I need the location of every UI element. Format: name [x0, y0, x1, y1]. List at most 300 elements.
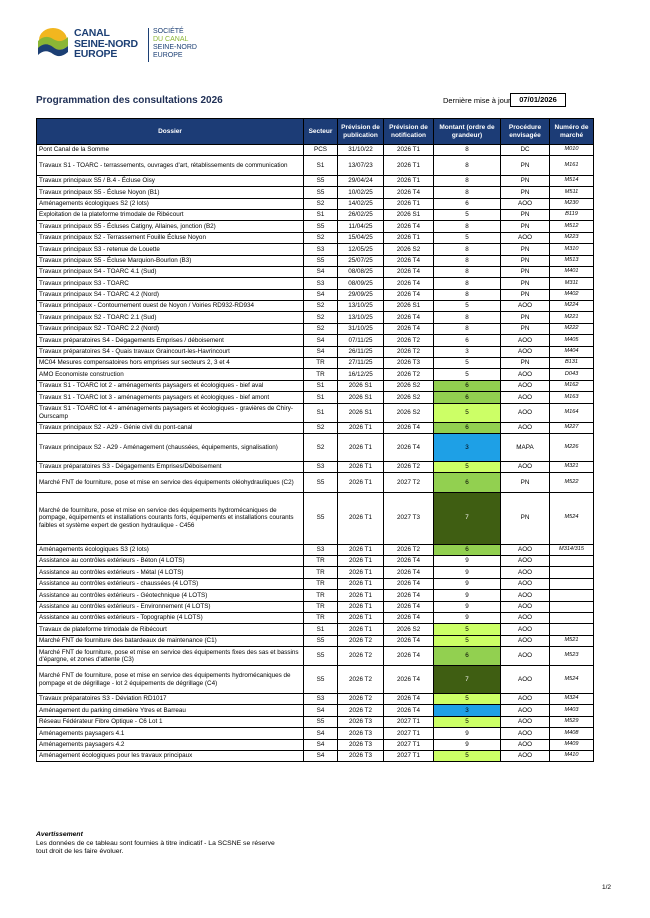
secteur-cell: S5 — [304, 175, 338, 186]
numero-cell: M405 — [550, 335, 594, 346]
secteur-cell: S1 — [304, 624, 338, 635]
secteur-cell: S5 — [304, 635, 338, 646]
numero-cell: M514 — [550, 175, 594, 186]
montant-cell: 5 — [434, 369, 501, 380]
company-logo — [36, 24, 266, 70]
numero-cell: M324 — [550, 694, 594, 705]
table-row — [37, 403, 594, 422]
secteur-cell: S1 — [304, 156, 338, 175]
notification-cell: 2026 T4 — [384, 555, 434, 566]
table-row — [37, 590, 594, 601]
table-row — [37, 255, 594, 266]
table-row — [37, 369, 594, 380]
table-row — [37, 266, 594, 277]
dossier-cell: Travaux principaux S5 - Écluses Catigny, Allaines, jonction (B2) — [37, 221, 304, 232]
dossier-cell: AMO Economiste construction — [37, 369, 304, 380]
montant-cell: 6 — [434, 392, 501, 403]
procedure-cell: PN — [501, 323, 550, 334]
table-row — [37, 244, 594, 255]
secteur-cell: S2 — [304, 312, 338, 323]
numero-cell: M164 — [550, 403, 594, 422]
secteur-cell: S2 — [304, 434, 338, 462]
table-row — [37, 647, 594, 666]
notification-cell: 2027 T1 — [384, 739, 434, 750]
numero-cell: M402 — [550, 289, 594, 300]
notification-cell: 2027 T3 — [384, 492, 434, 544]
notification-cell: 2026 T4 — [384, 578, 434, 589]
table-row — [37, 145, 594, 156]
publication-cell: 2026 T1 — [338, 590, 384, 601]
notification-cell: 2026 T2 — [384, 461, 434, 472]
notification-cell: 2026 T4 — [384, 278, 434, 289]
dossier-cell: Travaux S1 - TOARC lot 3 - aménagements paysagers et écologiques - bief amont — [37, 392, 304, 403]
publication-cell: 31/10/25 — [338, 323, 384, 334]
table-row — [37, 492, 594, 544]
table-row — [37, 358, 594, 369]
publication-cell: 08/09/25 — [338, 278, 384, 289]
numero-cell — [550, 590, 594, 601]
table-row — [37, 705, 594, 716]
notification-cell: 2026 T2 — [384, 335, 434, 346]
notification-cell: 2026 S2 — [384, 244, 434, 255]
table-row — [37, 567, 594, 578]
numero-cell: M401 — [550, 266, 594, 277]
secteur-cell: TR — [304, 612, 338, 623]
dossier-cell: Travaux principaux S4 - TOARC 4.1 (Sud) — [37, 266, 304, 277]
dossier-cell: Marché FNT de fourniture, pose et mise en service des équipements fixes des sas et bassins d'épargne, et zones d'attente (C3) — [37, 647, 304, 666]
table-row — [37, 175, 594, 186]
montant-cell: 9 — [434, 739, 501, 750]
procedure-cell: PN — [501, 289, 550, 300]
notification-cell: 2026 T4 — [384, 666, 434, 694]
publication-cell: 27/11/25 — [338, 358, 384, 369]
secteur-cell: S4 — [304, 289, 338, 300]
procedure-cell: AOO — [501, 601, 550, 612]
notification-cell: 2026 T3 — [384, 358, 434, 369]
numero-cell: M222 — [550, 323, 594, 334]
numero-cell: M521 — [550, 635, 594, 646]
table-row — [37, 612, 594, 623]
procedure-cell: AOO — [501, 392, 550, 403]
notification-cell: 2026 T1 — [384, 175, 434, 186]
procedure-cell: PN — [501, 266, 550, 277]
notification-cell: 2027 T2 — [384, 473, 434, 492]
table-row — [37, 694, 594, 705]
numero-cell: M162 — [550, 380, 594, 391]
dossier-cell: Travaux principaux S2 - A29 - Génie civil du pont-canal — [37, 422, 304, 433]
dossier-cell: Réseau Fédérateur Fibre Optique - C6 Lot 1 — [37, 716, 304, 727]
table-row — [37, 422, 594, 433]
montant-cell: 8 — [434, 156, 501, 175]
dossier-cell: Assistance au contrôles extérieurs - Topographie (4 LOTS) — [37, 612, 304, 623]
warning-line: Les données de ce tableau sont fournies à titre indicatif - La SCSNE se réserve — [36, 839, 275, 847]
notification-cell: 2026 T4 — [384, 635, 434, 646]
publication-cell: 2026 T1 — [338, 473, 384, 492]
table-row — [37, 728, 594, 739]
montant-cell: 9 — [434, 728, 501, 739]
procedure-cell: PN — [501, 221, 550, 232]
montant-cell: 5 — [434, 209, 501, 220]
logo-society-text: SOCIÉTÉ DU CANAL SEINE-NORD EUROPE — [153, 28, 197, 59]
table-row — [37, 346, 594, 357]
publication-cell: 2026 T3 — [338, 728, 384, 739]
notification-cell: 2026 T4 — [384, 705, 434, 716]
secteur-cell: S4 — [304, 751, 338, 762]
montant-cell: 5 — [434, 751, 501, 762]
notification-cell: 2026 T4 — [384, 590, 434, 601]
montant-cell: 9 — [434, 601, 501, 612]
secteur-cell: S3 — [304, 694, 338, 705]
notification-cell: 2026 T4 — [384, 567, 434, 578]
numero-cell: M314/315 — [550, 544, 594, 555]
warning-line: tout droit de les faire évoluer. — [36, 848, 124, 856]
procedure-cell: AOO — [501, 567, 550, 578]
table-row — [37, 289, 594, 300]
procedure-cell: AOO — [501, 544, 550, 555]
dossier-cell: Travaux préparatoires S4 - Quais travaux Graincourt-les-Havrincourt — [37, 346, 304, 357]
secteur-cell: TR — [304, 601, 338, 612]
dossier-cell: Travaux principaux S2 - Terrassement Fouille Écluse Noyon — [37, 232, 304, 243]
numero-cell: M529 — [550, 716, 594, 727]
procedure-cell: AOO — [501, 403, 550, 422]
montant-cell: 7 — [434, 666, 501, 694]
notification-cell: 2026 T4 — [384, 434, 434, 462]
notification-cell: 2026 S2 — [384, 624, 434, 635]
publication-cell: 31/10/22 — [338, 145, 384, 156]
dossier-cell: Aménagements écologiques S3 (2 lots) — [37, 544, 304, 555]
publication-cell: 2026 S1 — [338, 403, 384, 422]
dossier-cell: Travaux principaux - Contournement ouest de Noyon / Voiries RD932-RD934 — [37, 301, 304, 312]
secteur-cell: TR — [304, 555, 338, 566]
numero-cell: M513 — [550, 255, 594, 266]
montant-cell: 7 — [434, 492, 501, 544]
numero-cell: M230 — [550, 198, 594, 209]
secteur-cell: S4 — [304, 266, 338, 277]
dossier-cell: Travaux principaux S2 - TOARC 2.2 (Nord) — [37, 323, 304, 334]
publication-cell: 26/11/25 — [338, 346, 384, 357]
last-update-label: Dernière mise à jour — [443, 96, 511, 105]
notification-cell: 2026 T4 — [384, 601, 434, 612]
secteur-cell: S1 — [304, 392, 338, 403]
dossier-cell: Assistance au contrôles extérieurs - Environnement (4 LOTS) — [37, 601, 304, 612]
dossier-cell: Travaux principaux S5 - Écluse Marquion-Bourlon (B3) — [37, 255, 304, 266]
secteur-cell: S3 — [304, 461, 338, 472]
secteur-cell: S4 — [304, 335, 338, 346]
col-header-numero: Numéro de marché — [550, 119, 594, 145]
numero-cell: M227 — [550, 422, 594, 433]
procedure-cell: AOO — [501, 590, 550, 601]
secteur-cell: S2 — [304, 232, 338, 243]
montant-cell: 8 — [434, 278, 501, 289]
publication-cell: 2026 T3 — [338, 716, 384, 727]
dossier-cell: Marché de fourniture, pose et mise en service des équipements hydromécaniques de pompage, équipements et installations courants forts, équipements et installations courants faibles et système expert de gestion hydraulique - C456 — [37, 492, 304, 544]
dossier-cell: Travaux principaux S3 - retenue de Louette — [37, 244, 304, 255]
notification-cell: 2026 S2 — [384, 392, 434, 403]
warning-note — [36, 831, 275, 857]
secteur-cell: TR — [304, 567, 338, 578]
notification-cell: 2026 T1 — [384, 156, 434, 175]
secteur-cell: S1 — [304, 209, 338, 220]
dossier-cell: Assistance au contrôles extérieurs - chaussées (4 LOTS) — [37, 578, 304, 589]
notification-cell: 2026 S2 — [384, 403, 434, 422]
secteur-cell: S4 — [304, 739, 338, 750]
numero-cell: M223 — [550, 232, 594, 243]
dossier-cell: Pont Canal de la Somme — [37, 145, 304, 156]
montant-cell: 5 — [434, 461, 501, 472]
numero-cell: M523 — [550, 647, 594, 666]
numero-cell: M010 — [550, 145, 594, 156]
table-row — [37, 156, 594, 175]
dossier-cell: Assistance au contrôles extérieurs - Géotechnique (4 LOTS) — [37, 590, 304, 601]
numero-cell — [550, 624, 594, 635]
montant-cell: 6 — [434, 380, 501, 391]
secteur-cell: S5 — [304, 666, 338, 694]
secteur-cell: S5 — [304, 187, 338, 198]
notification-cell: 2026 T4 — [384, 612, 434, 623]
table-row — [37, 221, 594, 232]
secteur-cell: S5 — [304, 492, 338, 544]
publication-cell: 13/10/25 — [338, 301, 384, 312]
secteur-cell: TR — [304, 358, 338, 369]
procedure-cell: PN — [501, 187, 550, 198]
procedure-cell: AOO — [501, 461, 550, 472]
montant-cell: 6 — [434, 198, 501, 209]
table-row — [37, 635, 594, 646]
dossier-cell: Assistance au contrôles extérieurs - Métal (4 LOTS) — [37, 567, 304, 578]
table-row — [37, 666, 594, 694]
secteur-cell: PCS — [304, 145, 338, 156]
procedure-cell: AOO — [501, 694, 550, 705]
table-row — [37, 335, 594, 346]
montant-cell: 3 — [434, 705, 501, 716]
publication-cell: 2026 T1 — [338, 567, 384, 578]
numero-cell: B131 — [550, 358, 594, 369]
col-header-notification: Prévision de notification — [384, 119, 434, 145]
procedure-cell: AOO — [501, 301, 550, 312]
secteur-cell: S5 — [304, 716, 338, 727]
table-row — [37, 434, 594, 462]
logo-wordmark: CANAL SEINE-NORD EUROPE — [74, 27, 138, 60]
publication-cell: 2026 T1 — [338, 578, 384, 589]
montant-cell: 5 — [434, 232, 501, 243]
montant-cell: 9 — [434, 612, 501, 623]
secteur-cell: S3 — [304, 244, 338, 255]
dossier-cell: Aménagement écologiques pour les travaux principaux — [37, 751, 304, 762]
secteur-cell: S2 — [304, 301, 338, 312]
notification-cell: 2026 T1 — [384, 198, 434, 209]
numero-cell — [550, 555, 594, 566]
table-row — [37, 187, 594, 198]
publication-cell: 2026 S1 — [338, 392, 384, 403]
procedure-cell: AOO — [501, 346, 550, 357]
procedure-cell: PN — [501, 209, 550, 220]
last-update-value: 07/01/2026 — [510, 93, 566, 107]
page-number: 1/2 — [602, 884, 612, 891]
publication-cell: 08/08/25 — [338, 266, 384, 277]
procedure-cell: AOO — [501, 335, 550, 346]
warning-title: Avertissement — [36, 831, 83, 838]
procedure-cell: AOO — [501, 716, 550, 727]
montant-cell: 6 — [434, 544, 501, 555]
notification-cell: 2027 T1 — [384, 716, 434, 727]
publication-cell: 2026 T2 — [338, 666, 384, 694]
montant-cell: 3 — [434, 434, 501, 462]
col-header-secteur: Secteur — [304, 119, 338, 145]
numero-cell: D043 — [550, 369, 594, 380]
montant-cell: 6 — [434, 422, 501, 433]
numero-cell: M410 — [550, 751, 594, 762]
numero-cell: M408 — [550, 728, 594, 739]
montant-cell: 5 — [434, 716, 501, 727]
numero-cell — [550, 578, 594, 589]
secteur-cell: S1 — [304, 380, 338, 391]
montant-cell: 8 — [434, 175, 501, 186]
dossier-cell: Travaux principaux S2 - TOARC 2.1 (Sud) — [37, 312, 304, 323]
table-row — [37, 751, 594, 762]
table-row — [37, 380, 594, 391]
publication-cell: 25/07/25 — [338, 255, 384, 266]
dossier-cell: Aménagements écologiques S2 (2 lots) — [37, 198, 304, 209]
procedure-cell: DC — [501, 145, 550, 156]
table-row — [37, 461, 594, 472]
montant-cell: 8 — [434, 187, 501, 198]
secteur-cell: S3 — [304, 544, 338, 555]
publication-cell: 07/11/25 — [338, 335, 384, 346]
notification-cell: 2026 T2 — [384, 544, 434, 555]
procedure-cell: AOO — [501, 555, 550, 566]
dossier-cell: Aménagements paysagers 4.1 — [37, 728, 304, 739]
notification-cell: 2026 S1 — [384, 209, 434, 220]
notification-cell: 2026 S1 — [384, 301, 434, 312]
numero-cell — [550, 567, 594, 578]
procedure-cell: AOO — [501, 369, 550, 380]
procedure-cell: AOO — [501, 422, 550, 433]
notification-cell: 2026 T4 — [384, 422, 434, 433]
publication-cell: 2026 T1 — [338, 601, 384, 612]
dossier-cell: Marché FNT de fourniture des batardeaux de maintenance (C1) — [37, 635, 304, 646]
secteur-cell: S2 — [304, 422, 338, 433]
numero-cell: M221 — [550, 312, 594, 323]
table-row — [37, 624, 594, 635]
dossier-cell: Marché FNT de fourniture, pose et mise en service des équipements hydromécaniques de pompage et de dégrillage - lot 2 équipements de dégrillage (C4) — [37, 666, 304, 694]
table-row — [37, 312, 594, 323]
publication-cell: 10/02/25 — [338, 187, 384, 198]
procedure-cell: AOO — [501, 666, 550, 694]
dossier-cell: Aménagements paysagers 4.2 — [37, 739, 304, 750]
procedure-cell: AOO — [501, 728, 550, 739]
publication-cell: 13/10/25 — [338, 312, 384, 323]
notification-cell: 2027 T1 — [384, 751, 434, 762]
dossier-cell: Assistance au contrôles extérieurs - Béton (4 LOTS) — [37, 555, 304, 566]
numero-cell: M511 — [550, 187, 594, 198]
secteur-cell: TR — [304, 590, 338, 601]
publication-cell: 14/02/25 — [338, 198, 384, 209]
table-row — [37, 555, 594, 566]
table-row — [37, 473, 594, 492]
numero-cell: M403 — [550, 705, 594, 716]
procedure-cell: AOO — [501, 751, 550, 762]
numero-cell: M163 — [550, 392, 594, 403]
publication-cell: 15/04/25 — [338, 232, 384, 243]
montant-cell: 9 — [434, 555, 501, 566]
montant-cell: 8 — [434, 312, 501, 323]
table-row — [37, 578, 594, 589]
notification-cell: 2026 T1 — [384, 232, 434, 243]
notification-cell: 2027 T1 — [384, 728, 434, 739]
procedure-cell: PN — [501, 312, 550, 323]
dossier-cell: Travaux principaux S2 - A29 - Aménagement (chaussées, équipements, signalisation) — [37, 434, 304, 462]
publication-cell: 2026 T1 — [338, 492, 384, 544]
secteur-cell: S2 — [304, 323, 338, 334]
procedure-cell: PN — [501, 244, 550, 255]
montant-cell: 9 — [434, 567, 501, 578]
procedure-cell: AOO — [501, 380, 550, 391]
numero-cell: M310 — [550, 244, 594, 255]
publication-cell: 11/04/25 — [338, 221, 384, 232]
procedure-cell: AOO — [501, 612, 550, 623]
numero-cell: M321 — [550, 461, 594, 472]
dossier-cell: Travaux principaux S5 / B.4 - Écluse Oisy — [37, 175, 304, 186]
publication-cell: 2026 T1 — [338, 624, 384, 635]
procedure-cell: MAPA — [501, 434, 550, 462]
publication-cell: 2026 T1 — [338, 612, 384, 623]
secteur-cell: S5 — [304, 647, 338, 666]
numero-cell: M522 — [550, 473, 594, 492]
publication-cell: 2026 T1 — [338, 422, 384, 433]
secteur-cell: S5 — [304, 473, 338, 492]
numero-cell — [550, 612, 594, 623]
numero-cell: M524 — [550, 492, 594, 544]
publication-cell: 13/07/23 — [338, 156, 384, 175]
table-row — [37, 232, 594, 243]
dossier-cell: MC04 Mesures compensatoires hors emprises sur secteurs 2, 3 et 4 — [37, 358, 304, 369]
publication-cell: 2026 T3 — [338, 739, 384, 750]
dossier-cell: Travaux principaux S3 - TOARC — [37, 278, 304, 289]
notification-cell: 2026 T4 — [384, 647, 434, 666]
numero-cell: M409 — [550, 739, 594, 750]
publication-cell: 26/02/25 — [338, 209, 384, 220]
montant-cell: 5 — [434, 301, 501, 312]
secteur-cell: S3 — [304, 278, 338, 289]
table-header-row — [37, 119, 594, 145]
notification-cell: 2026 T4 — [384, 323, 434, 334]
col-header-procedure: Procédure envisagée — [501, 119, 550, 145]
dossier-cell: Travaux de plateforme trimodale de Ribécourt — [37, 624, 304, 635]
publication-cell: 29/09/25 — [338, 289, 384, 300]
table-row — [37, 544, 594, 555]
montant-cell: 9 — [434, 578, 501, 589]
col-header-dossier: Dossier — [37, 119, 304, 145]
dossier-cell: Travaux préparatoires S4 - Dégagements Emprises / déboisement — [37, 335, 304, 346]
dossier-cell: Travaux S1 - TOARC lot 4 - aménagements paysagers et écologiques - gravières de Chiry-Ourscamp — [37, 403, 304, 422]
publication-cell: 2026 T1 — [338, 461, 384, 472]
montant-cell: 3 — [434, 346, 501, 357]
page-title: Programmation des consultations 2026 — [36, 95, 223, 106]
secteur-cell: S4 — [304, 705, 338, 716]
numero-cell: M226 — [550, 434, 594, 462]
table-row — [37, 278, 594, 289]
montant-cell: 8 — [434, 145, 501, 156]
secteur-cell: TR — [304, 578, 338, 589]
table-row — [37, 323, 594, 334]
notification-cell: 2026 T4 — [384, 289, 434, 300]
procedure-cell: AOO — [501, 198, 550, 209]
numero-cell: M404 — [550, 346, 594, 357]
table-row — [37, 739, 594, 750]
publication-cell: 2026 T2 — [338, 694, 384, 705]
publication-cell: 2026 T1 — [338, 555, 384, 566]
numero-cell: M524 — [550, 666, 594, 694]
